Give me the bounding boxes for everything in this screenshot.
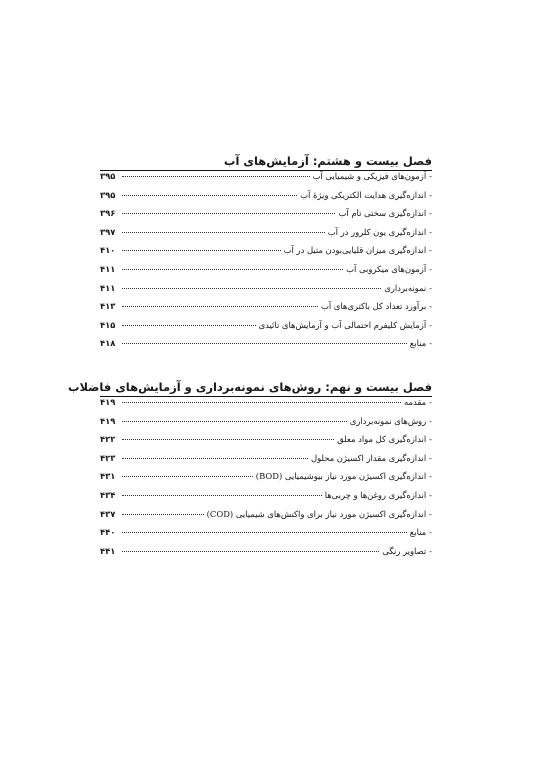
entry-page-number: ۴۱۸ <box>100 338 116 349</box>
toc-entry <box>100 227 432 246</box>
entry-page-number: ۴۳۴ <box>100 489 116 500</box>
entry-label: اندازه‌گیری روغن‌ها و چربی‌ها <box>324 489 427 500</box>
entry-page-number: ۴۳۱ <box>100 471 116 482</box>
entry-page-number: ۴۴۱ <box>100 545 116 556</box>
dot-leader <box>122 306 318 307</box>
entry-label: اندازه‌گیری اکسیژن مورد نیاز برای واکنش‌های شیمیایی (COD) <box>206 508 427 519</box>
entry-dash: - <box>429 338 432 349</box>
toc-entry <box>100 264 432 283</box>
entry-dash: - <box>429 527 432 538</box>
entry-dash: - <box>429 226 432 237</box>
entry-page-number: ۳۹۶ <box>100 208 116 219</box>
entry-dash: - <box>429 282 432 293</box>
entry-dash: - <box>429 397 432 407</box>
entry-page-number: ۴۲۳ <box>100 452 116 463</box>
dot-leader <box>122 232 325 233</box>
entry-label: اندازه‌گیری سختی تام آب <box>338 208 427 219</box>
dot-leader <box>122 421 347 422</box>
dot-leader <box>122 325 256 326</box>
entry-dash: - <box>429 189 432 200</box>
dot-leader <box>122 213 335 214</box>
toc-entry <box>100 527 432 546</box>
entry-label: اندازه‌گیری یون کلرور در آب <box>327 226 427 237</box>
toc-entry <box>100 245 432 264</box>
entry-dash: - <box>429 489 432 500</box>
dot-leader <box>122 495 322 496</box>
entry-label: آزمایش کلیفرم احتمالی آب و آزمایش‌های تائیدی <box>258 319 427 330</box>
dot-leader <box>122 551 379 552</box>
toc-entry <box>100 546 432 565</box>
entry-page-number: ۴۴۰ <box>100 527 116 538</box>
entry-page-number: ۴۱۵ <box>100 319 116 330</box>
entry-dash: - <box>429 245 432 256</box>
toc-entry <box>100 397 432 416</box>
entry-dash: - <box>429 471 432 482</box>
entry-dash: - <box>429 263 432 274</box>
dot-leader <box>122 195 297 196</box>
entry-label: برآورد تعداد کل باکتری‌های آب <box>320 301 427 312</box>
dot-leader <box>122 476 253 477</box>
entry-page-number: ۳۹۵ <box>100 171 116 181</box>
entry-page-number: ۴۱۱ <box>100 263 116 274</box>
entry-dash: - <box>429 434 432 445</box>
toc-list <box>100 397 432 564</box>
dot-leader <box>122 402 401 403</box>
entry-label: اندازه‌گیری مقدار اکسیژن محلول <box>311 452 427 463</box>
entry-label: منابع <box>409 527 427 538</box>
toc-list <box>100 171 432 357</box>
chapter-28-section <box>100 152 432 357</box>
entry-page-number: ۴۱۹ <box>100 397 116 407</box>
chapter-title: فصل بیست و نهم: روش‌های نمونه‌برداری و آزمایش‌های فاضلاب <box>68 380 432 394</box>
entry-label: اندازه‌گیری کل مواد معلق <box>337 434 427 445</box>
entry-page-number: ۴۱۱ <box>100 282 116 293</box>
chapter-29-section <box>68 378 432 564</box>
toc-entry <box>100 208 432 227</box>
dot-leader <box>122 343 407 344</box>
toc-entry <box>100 320 432 339</box>
entry-dash: - <box>429 319 432 330</box>
entry-dash: - <box>429 208 432 219</box>
toc-entry <box>100 171 432 190</box>
entry-label: نمونه‌برداری <box>384 282 427 293</box>
dot-leader <box>122 532 407 533</box>
entry-label: آزمون‌های فیزیکی و شیمیایی آب <box>312 171 427 181</box>
toc-entry <box>100 301 432 320</box>
dot-leader <box>122 458 308 459</box>
dot-leader <box>122 269 343 270</box>
toc-entry <box>100 283 432 302</box>
toc-entry <box>100 338 432 357</box>
entry-page-number: ۳۹۷ <box>100 226 116 237</box>
dot-leader <box>122 250 281 251</box>
entry-page-number: ۴۳۷ <box>100 508 116 519</box>
entry-label: اندازه‌گیری اکسیژن مورد نیاز بیوشیمیایی (BOD) <box>255 471 427 482</box>
entry-label: تصاویر رنگی <box>382 545 427 556</box>
entry-page-number: ۴۲۲ <box>100 434 116 445</box>
dot-leader <box>122 176 310 177</box>
dot-leader <box>122 514 204 515</box>
toc-entry <box>100 509 432 528</box>
entry-dash: - <box>429 545 432 556</box>
entry-page-number: ۴۱۹ <box>100 415 116 426</box>
entry-label: مقدمه <box>404 397 427 407</box>
entry-page-number: ۴۱۳ <box>100 301 116 312</box>
entry-dash: - <box>429 508 432 519</box>
entry-dash: - <box>429 171 432 181</box>
entry-label: منابع <box>409 338 427 349</box>
entry-label: اندازه‌گیری هدایت الکتریکی ویژهٔ آب <box>300 189 427 200</box>
entry-label: آزمون‌های میکروبی آب <box>346 263 427 274</box>
toc-entry <box>100 416 432 435</box>
entry-dash: - <box>429 301 432 312</box>
entry-label: اندازه‌گیری میزان قلیایی‌بودن متیل در آب <box>283 245 427 256</box>
entry-dash: - <box>429 415 432 426</box>
entry-page-number: ۴۱۰ <box>100 245 116 256</box>
entry-dash: - <box>429 452 432 463</box>
toc-entry <box>100 434 432 453</box>
toc-entry <box>100 453 432 472</box>
toc-entry <box>100 190 432 209</box>
dot-leader <box>122 288 381 289</box>
dot-leader <box>122 439 334 440</box>
entry-label: روش‌های نمونه‌برداری <box>349 415 427 426</box>
toc-entry <box>100 490 432 509</box>
toc-entry <box>100 471 432 490</box>
entry-page-number: ۳۹۵ <box>100 189 116 200</box>
chapter-title: فصل بیست و هشتم: آزمایش‌های آب <box>223 154 432 168</box>
